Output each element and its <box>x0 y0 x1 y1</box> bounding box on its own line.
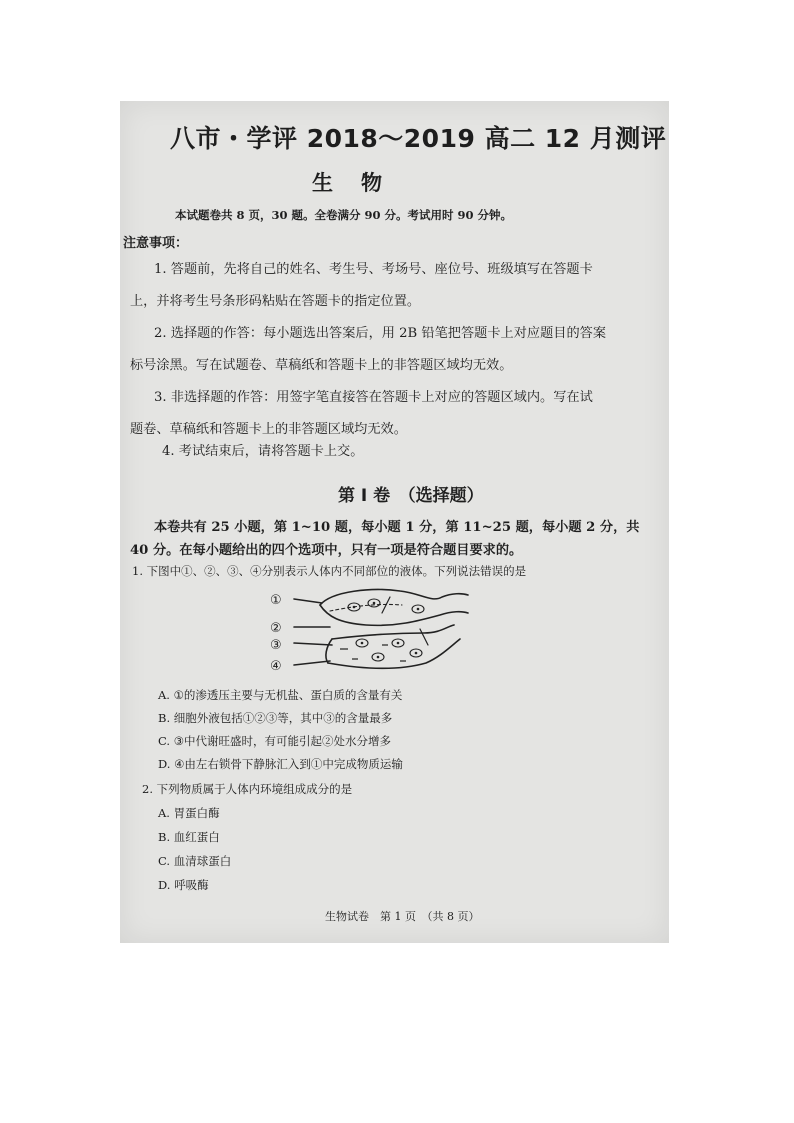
exam-page <box>120 101 669 943</box>
note-line: 题卷、草稿纸和答题卡上的非答题区域均无效。 <box>130 422 407 437</box>
page-footer: 生物试卷 第 1 页 （共 8 页） <box>325 910 480 923</box>
question-1-option-c: C. ③中代谢旺盛时，有可能引起②处水分增多 <box>158 734 392 748</box>
note-line: 上，并将考生号条形码粘贴在答题卡的指定位置。 <box>130 294 421 309</box>
subject-title: 生物 <box>312 171 410 195</box>
question-1-option-d: D. ④由左右锁骨下静脉汇入到①中完成物质运输 <box>158 757 403 771</box>
question-1-stem: 1. 下图中①、②、③、④分别表示人体内不同部位的液体。下列说法错误的是 <box>132 564 527 578</box>
section-intro: 40 分。在每小题给出的四个选项中，只有一项是符合题目要求的。 <box>130 543 523 558</box>
question-2-option-a: A. 胃蛋白酶 <box>158 806 220 820</box>
note-line: 4. 考试结束后，请将答题卡上交。 <box>162 444 364 459</box>
question-2-option-b: B. 血红蛋白 <box>158 830 220 844</box>
question-1-option-a: A. ①的渗透压主要与无机盐、蛋白质的含量有关 <box>158 688 403 702</box>
body-fluid-diagram <box>270 583 470 681</box>
note-line: 3. 非选择题的作答：用签字笔直接答在答题卡上对应的答题区域内。写在试 <box>154 390 593 405</box>
diagram-label-1: ① <box>270 593 282 608</box>
diagram-label-2: ② <box>270 621 282 636</box>
exam-info: 本试题卷共 8 页，30 题。全卷满分 90 分。考试用时 90 分钟。 <box>175 208 513 222</box>
note-line: 2. 选择题的作答：每小题选出答案后，用 2B 铅笔把答题卡上对应题目的答案 <box>154 326 607 341</box>
question-2-option-c: C. 血清球蛋白 <box>158 854 232 868</box>
section-intro: 本卷共有 25 小题，第 1~10 题，每小题 1 分，第 11~25 题，每小题 2 分，共 <box>154 520 640 535</box>
diagram-label-3: ③ <box>270 638 282 653</box>
question-2-option-d: D. 呼吸酶 <box>158 878 209 892</box>
question-2-stem: 2. 下列物质属于人体内环境组成成分的是 <box>142 782 353 796</box>
note-line: 标号涂黑。写在试题卷、草稿纸和答题卡上的非答题区域均无效。 <box>130 358 513 373</box>
question-1-option-b: B. 细胞外液包括①②③等，其中③的含量最多 <box>158 711 393 725</box>
exam-title: 八市・学评 2018～2019 高二 12 月测评 <box>170 124 667 153</box>
diagram-label-4: ④ <box>270 659 282 674</box>
section-title: 第 Ⅰ 卷 （选择题） <box>338 486 484 506</box>
notes-heading: 注意事项： <box>123 236 189 251</box>
note-line: 1. 答题前，先将自己的姓名、考生号、考场号、座位号、班级填写在答题卡 <box>154 262 593 277</box>
